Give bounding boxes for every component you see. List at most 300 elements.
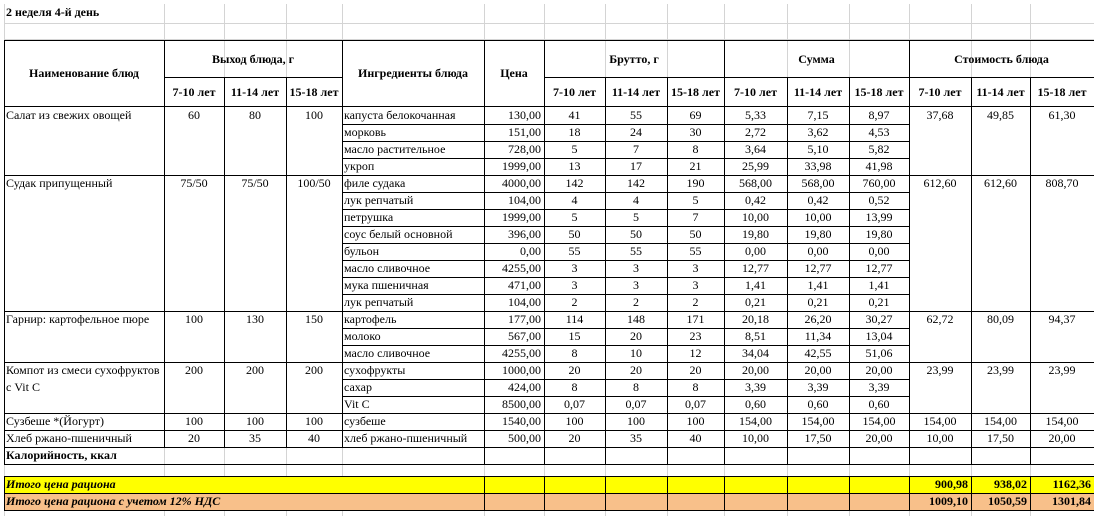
dish-cost[interactable]: 10,00 (926, 431, 954, 445)
dish-output[interactable]: 200 (185, 363, 203, 377)
grid-line (909, 362, 910, 413)
dish-name[interactable]: Гарнир: картофельное пюре (6, 312, 150, 326)
grid-line (4, 40, 1094, 41)
header-price[interactable]: Цена (500, 66, 528, 80)
ingredient-sum[interactable]: 51,06 (865, 346, 893, 360)
ingredient-sum[interactable]: 0,00 (807, 244, 829, 258)
ingredient-price[interactable]: 1000,00 (502, 363, 541, 377)
header-age-2[interactable]: 11-14 лет (230, 84, 280, 99)
ingredient-gross[interactable]: 5 (571, 142, 578, 156)
grid-line (286, 311, 287, 362)
sheet-title[interactable]: 2 неделя 4-й день (6, 5, 100, 19)
header-ingredients[interactable]: Ингредиенты блюда (357, 66, 468, 80)
ingredient-gross[interactable]: 23 (689, 329, 702, 343)
ingredient-gross[interactable]: 13 (568, 159, 581, 173)
dish-cost[interactable]: 154,00 (923, 414, 957, 428)
ingredient-sum[interactable]: 10,00 (742, 210, 769, 224)
ingredient-name[interactable]: капуста белокочанная (344, 108, 456, 122)
ingredient-sum[interactable]: 568,00 (801, 176, 835, 190)
grid-line (484, 362, 485, 413)
ingredient-gross[interactable]: 12 (689, 346, 702, 360)
ingredient-gross[interactable]: 148 (627, 312, 645, 326)
grid-line (224, 362, 225, 413)
grid-line (4, 362, 5, 413)
grid-line (342, 243, 909, 244)
ingredient-price[interactable]: 1540,00 (502, 414, 541, 428)
grid-line (164, 77, 342, 78)
grid-line (667, 413, 668, 430)
dish-output[interactable]: 150 (305, 312, 323, 326)
grid-line (849, 447, 850, 464)
grid-line (849, 362, 850, 413)
total-vat-value[interactable]: 1301,84 (1052, 494, 1091, 508)
dish-cost[interactable]: 154,00 (984, 414, 1017, 428)
grid-line (342, 311, 343, 362)
grid-line (909, 447, 910, 464)
header-age-1[interactable]: 7-10 лет (734, 84, 777, 99)
grid-line (342, 345, 909, 346)
ingredient-gross[interactable]: 100 (565, 414, 584, 428)
ingredient-sum[interactable]: 3,39 (868, 380, 890, 394)
ingredient-gross[interactable]: 55 (630, 244, 642, 258)
dish-output[interactable]: 100 (185, 312, 203, 326)
ingredient-price[interactable]: 1999,00 (502, 159, 541, 173)
grid-line (164, 430, 165, 447)
ingredient-sum[interactable]: 8,97 (868, 108, 890, 122)
ingredient-sum[interactable]: 25,99 (742, 159, 769, 173)
ingredient-gross[interactable]: 0,07 (564, 397, 585, 411)
ingredient-gross[interactable]: 171 (686, 312, 705, 326)
ingredient-price[interactable]: 8500,00 (502, 397, 541, 411)
header-cost[interactable]: Стоимость блюда (954, 51, 1049, 66)
ingredient-sum[interactable]: 154,00 (862, 414, 896, 428)
ingredient-sum[interactable]: 34,04 (742, 346, 769, 360)
dish-name[interactable]: Сузбеше *(Йогурт) (6, 414, 104, 428)
ingredient-price[interactable]: 4000,00 (502, 176, 541, 190)
grid-line (342, 158, 909, 159)
dish-cost[interactable]: 154,00 (1045, 414, 1079, 428)
ingredient-gross[interactable]: 8 (633, 380, 639, 394)
ingredient-sum[interactable]: 10,00 (804, 210, 832, 224)
ingredient-price[interactable]: 396,00 (508, 227, 541, 241)
ingredient-sum[interactable]: 19,80 (865, 227, 893, 241)
ingredient-name[interactable]: масло растительное (344, 142, 446, 156)
ingredient-sum[interactable]: 0,42 (745, 193, 766, 207)
ingredient-gross[interactable]: 21 (689, 159, 702, 173)
grid-line (4, 464, 1094, 465)
ingredient-gross[interactable]: 3 (692, 261, 699, 275)
ingredient-gross[interactable]: 50 (630, 227, 642, 241)
ingredient-name[interactable]: мука пшеничная (344, 278, 429, 292)
grid-line (787, 476, 788, 510)
grid-line (224, 77, 225, 106)
grid-line (342, 328, 909, 329)
ingredient-sum[interactable]: 4,53 (868, 125, 890, 139)
header-age-3[interactable]: 15-18 лет (671, 84, 720, 99)
header-age-3[interactable]: 15-18 лет (289, 84, 339, 99)
dish-cost[interactable]: 23,99 (987, 363, 1014, 377)
ingredient-sum[interactable]: 13,04 (865, 329, 893, 343)
dish-cost[interactable]: 612,60 (923, 176, 957, 190)
ingredient-gross[interactable]: 5 (633, 210, 639, 224)
ingredient-gross[interactable]: 24 (630, 125, 642, 139)
grid-line (849, 77, 850, 106)
ingredient-gross[interactable]: 114 (565, 312, 584, 326)
dish-output[interactable]: 130 (246, 312, 264, 326)
total-value[interactable]: 938,02 (994, 477, 1027, 491)
grid-line (724, 40, 725, 106)
header-age-2[interactable]: 11-14 лет (611, 84, 661, 99)
ingredient-sum[interactable]: 42,55 (804, 346, 832, 360)
dish-cost[interactable]: 94,37 (1048, 312, 1076, 326)
dish-output[interactable]: 200 (305, 363, 323, 377)
ingredient-gross[interactable]: 2 (692, 295, 699, 309)
ingredient-price[interactable]: 500,00 (508, 431, 541, 445)
grid-line (724, 311, 725, 362)
ingredient-gross[interactable]: 20 (568, 363, 581, 377)
dish-output[interactable]: 60 (188, 108, 200, 122)
dish-output[interactable]: 75/50 (180, 176, 208, 190)
ingredient-gross[interactable]: 100 (627, 414, 645, 428)
ingredient-gross[interactable]: 7 (633, 142, 639, 156)
ingredient-sum[interactable]: 1,41 (807, 278, 829, 292)
dish-output[interactable]: 20 (188, 431, 200, 445)
grid-line (164, 362, 165, 413)
ingredient-sum[interactable]: 1,41 (868, 278, 890, 292)
ingredient-price[interactable]: 424,00 (508, 380, 541, 394)
ingredient-price[interactable]: 471,00 (508, 278, 541, 292)
ingredient-gross[interactable]: 50 (689, 227, 702, 241)
ingredient-gross[interactable]: 41 (568, 108, 581, 122)
ingredient-price[interactable]: 0,00 (520, 244, 541, 258)
total-vat-label[interactable]: Итого цена рациона с учетом 12% НДС (6, 494, 221, 508)
ingredient-sum[interactable]: 3,64 (745, 142, 766, 156)
ingredient-gross[interactable]: 8 (571, 346, 578, 360)
header-age-2[interactable]: 11-14 лет (793, 84, 843, 99)
ingredient-sum[interactable]: 8,51 (745, 329, 766, 343)
ingredient-gross[interactable]: 69 (689, 108, 702, 122)
header-age-3[interactable]: 15-18 лет (1037, 84, 1087, 99)
grid-line (605, 77, 606, 106)
grid-line (342, 175, 343, 311)
ingredient-gross[interactable]: 3 (633, 278, 639, 292)
header-age-2[interactable]: 11-14 лет (976, 84, 1025, 99)
grid-line (224, 311, 225, 362)
ingredient-sum[interactable]: 19,80 (742, 227, 769, 241)
dish-output[interactable]: 200 (246, 363, 264, 377)
dish-name[interactable]: Салат из свежих овощей (6, 108, 132, 122)
ingredient-sum[interactable]: 17,50 (804, 431, 832, 445)
menu-table (4, 4, 1094, 516)
ingredient-gross[interactable]: 4 (633, 193, 639, 207)
ingredient-sum[interactable]: 20,00 (865, 431, 893, 445)
ingredient-price[interactable]: 104,00 (508, 295, 541, 309)
ingredient-gross[interactable]: 10 (630, 346, 642, 360)
ingredient-sum[interactable]: 13,99 (865, 210, 893, 224)
ingredient-sum[interactable]: 20,00 (804, 363, 832, 377)
dish-cost[interactable]: 49,85 (987, 108, 1014, 122)
calories-label[interactable]: Калорийность, ккал (6, 448, 117, 462)
ingredient-gross[interactable]: 55 (630, 108, 642, 122)
ingredient-sum[interactable]: 0,00 (745, 244, 766, 258)
ingredient-sum[interactable]: 154,00 (801, 414, 835, 428)
ingredient-gross[interactable]: 3 (633, 261, 639, 275)
header-age-1[interactable]: 7-10 лет (553, 84, 596, 99)
ingredient-sum[interactable]: 5,10 (807, 142, 829, 156)
total-value[interactable]: 900,98 (935, 477, 968, 491)
ingredient-sum[interactable]: 0,52 (868, 193, 890, 207)
ingredient-sum[interactable]: 3,39 (807, 380, 829, 394)
ingredient-gross[interactable]: 20 (568, 431, 581, 445)
ingredient-gross[interactable]: 8 (571, 380, 578, 394)
grid-line (605, 476, 606, 510)
ingredient-gross[interactable]: 0,07 (625, 397, 647, 411)
ingredient-sum[interactable]: 12,77 (865, 261, 893, 275)
header-age-1[interactable]: 7-10 лет (918, 84, 962, 99)
dish-output[interactable]: 100 (246, 414, 264, 428)
ingredient-sum[interactable]: 760,00 (862, 176, 896, 190)
grid-line (724, 447, 725, 464)
ingredient-sum[interactable]: 11,34 (804, 329, 832, 343)
dish-cost[interactable]: 37,68 (926, 108, 954, 122)
total-label[interactable]: Итого цена рациона (6, 477, 116, 491)
ingredient-name[interactable]: сухофрукты (344, 363, 406, 377)
ingredient-name[interactable]: соус белый основной (344, 227, 453, 241)
ingredient-gross[interactable]: 55 (689, 244, 702, 258)
ingredient-gross[interactable]: 40 (689, 431, 702, 445)
ingredient-gross[interactable]: 5 (692, 193, 699, 207)
dish-output[interactable]: 100 (185, 414, 203, 428)
grid-line (4, 413, 5, 430)
ingredient-sum[interactable]: 3,39 (745, 380, 766, 394)
ingredient-price[interactable]: 177,00 (508, 312, 541, 326)
ingredient-sum[interactable]: 0,21 (745, 295, 766, 309)
grid-line (787, 430, 788, 447)
total-vat-value[interactable]: 1050,59 (988, 494, 1027, 508)
grid-line (1030, 447, 1031, 464)
ingredient-sum[interactable]: 12,77 (804, 261, 832, 275)
ingredient-price[interactable]: 104,00 (508, 193, 541, 207)
dish-output[interactable]: 75/50 (241, 176, 269, 190)
dish-cost[interactable]: 62,72 (926, 312, 954, 326)
grid-line (667, 362, 668, 413)
dish-cost[interactable]: 17,50 (987, 431, 1014, 445)
grid-line (4, 430, 5, 447)
ingredient-sum[interactable]: 19,80 (804, 227, 832, 241)
ingredient-sum[interactable]: 5,82 (868, 142, 890, 156)
ingredient-gross[interactable]: 17 (630, 159, 642, 173)
ingredient-name[interactable]: петрушка (344, 210, 394, 224)
dish-output[interactable]: 100/50 (297, 176, 331, 190)
grid-line (971, 77, 972, 106)
grid-line (971, 175, 972, 311)
header-gross[interactable]: Брутто, г (609, 51, 659, 66)
grid-line (164, 107, 165, 175)
grid-line (286, 413, 287, 430)
ingredient-gross[interactable]: 20 (630, 363, 642, 377)
ingredient-gross[interactable]: 100 (686, 414, 705, 428)
grid-line (342, 141, 909, 142)
grid-line (342, 192, 909, 193)
ingredient-sum[interactable]: 2,72 (745, 125, 766, 139)
header-sum[interactable]: Сумма (798, 51, 835, 66)
ingredient-sum[interactable]: 3,62 (807, 125, 829, 139)
ingredient-gross[interactable]: 55 (568, 244, 581, 258)
header-age-3[interactable]: 15-18 лет (854, 84, 904, 99)
grid-line (342, 226, 909, 227)
ingredient-sum[interactable]: 0,42 (807, 193, 829, 207)
ingredient-sum[interactable]: 5,33 (745, 108, 766, 122)
ingredient-price[interactable]: 4255,00 (502, 261, 541, 275)
grid-line (605, 311, 606, 362)
ingredient-sum[interactable]: 41,98 (865, 159, 893, 173)
total-vat-value[interactable]: 1009,10 (929, 494, 968, 508)
dish-cost[interactable]: 61,30 (1048, 108, 1076, 122)
ingredient-gross[interactable]: 2 (571, 295, 578, 309)
ingredient-name[interactable]: картофель (344, 312, 397, 326)
dish-output[interactable]: 100 (305, 414, 323, 428)
grid-line (4, 476, 5, 510)
ingredient-sum[interactable]: 0,60 (868, 397, 890, 411)
ingredient-gross[interactable]: 30 (689, 125, 702, 139)
dish-name[interactable]: Компот из смеси сухофруктов с Vit C (6, 363, 160, 394)
ingredient-gross[interactable]: 142 (627, 176, 645, 190)
grid-line (342, 362, 343, 413)
grid-line (484, 107, 485, 175)
ingredient-sum[interactable]: 12,77 (742, 261, 769, 275)
dish-name[interactable]: Судак припущенный (6, 176, 113, 190)
ingredient-name[interactable]: масло сливочное (344, 261, 431, 275)
ingredient-name[interactable]: лук репчатый (344, 193, 414, 207)
ingredient-sum[interactable]: 1,41 (745, 278, 766, 292)
ingredient-price[interactable]: 151,00 (508, 125, 541, 139)
ingredient-gross[interactable]: 7 (692, 210, 699, 224)
header-output[interactable]: Выход блюда, г (211, 51, 295, 66)
ingredient-name[interactable]: хлеб ржано-пшеничный (344, 431, 468, 445)
ingredient-name[interactable]: лук репчатый (344, 295, 414, 309)
grid-line (667, 175, 668, 311)
total-value[interactable]: 1162,36 (1052, 477, 1091, 491)
ingredient-name[interactable]: филе судака (344, 176, 406, 190)
grid-line (1030, 107, 1031, 175)
dish-output[interactable]: 35 (249, 431, 261, 445)
ingredient-sum[interactable]: 20,18 (742, 312, 769, 326)
ingredient-gross[interactable]: 20 (630, 329, 642, 343)
ingredient-gross[interactable]: 35 (630, 431, 642, 445)
dish-output[interactable]: 80 (249, 108, 261, 122)
dish-cost[interactable]: 20,00 (1048, 431, 1076, 445)
ingredient-sum[interactable]: 10,00 (742, 431, 769, 445)
grid-line (544, 476, 545, 510)
grid-line (1030, 476, 1031, 510)
ingredient-sum[interactable]: 0,21 (868, 295, 890, 309)
ingredient-sum[interactable]: 154,00 (739, 414, 772, 428)
ingredient-price[interactable]: 4255,00 (502, 346, 541, 360)
grid-line (484, 413, 485, 430)
ingredient-price[interactable]: 728,00 (508, 142, 541, 156)
grid-line (849, 107, 850, 175)
ingredient-sum[interactable]: 30,27 (865, 312, 893, 326)
grid-line (971, 311, 972, 362)
header-age-1[interactable]: 7-10 лет (172, 84, 216, 99)
ingredient-gross[interactable]: 3 (571, 278, 578, 292)
ingredient-sum[interactable]: 0,60 (745, 397, 766, 411)
grid-line (164, 413, 165, 430)
ingredient-name[interactable]: сузбеше (344, 414, 386, 428)
ingredient-name[interactable]: сахар (344, 380, 372, 394)
dish-name[interactable]: Хлеб ржано-пшеничный (6, 431, 132, 445)
dish-cost[interactable]: 23,99 (926, 363, 954, 377)
dish-cost[interactable]: 612,60 (984, 176, 1017, 190)
ingredient-sum[interactable]: 0,21 (807, 295, 829, 309)
ingredient-gross[interactable]: 4 (571, 193, 578, 207)
ingredient-price[interactable]: 1999,00 (502, 210, 541, 224)
dish-cost[interactable]: 80,09 (987, 312, 1014, 326)
ingredient-gross[interactable]: 0,07 (685, 397, 706, 411)
grid-line (971, 413, 972, 430)
grid-line (849, 430, 850, 447)
ingredient-name[interactable]: бульон (344, 244, 380, 258)
dish-output[interactable]: 100 (305, 108, 323, 122)
ingredient-gross[interactable]: 142 (565, 176, 584, 190)
ingredient-name[interactable]: масло сливочное (344, 346, 431, 360)
grid-line (909, 40, 910, 106)
ingredient-gross[interactable]: 5 (571, 210, 578, 224)
ingredient-gross[interactable]: 8 (692, 380, 699, 394)
ingredient-gross[interactable]: 8 (692, 142, 699, 156)
grid-line (667, 476, 668, 510)
ingredient-sum[interactable]: 20,00 (742, 363, 769, 377)
ingredient-name[interactable]: молоко (344, 329, 381, 343)
ingredient-sum[interactable]: 26,20 (804, 312, 832, 326)
dish-cost[interactable]: 808,70 (1045, 176, 1079, 190)
ingredient-gross[interactable]: 3 (692, 278, 699, 292)
grid-line (909, 175, 910, 311)
header-dish-name[interactable]: Наименование блюд (29, 66, 139, 80)
ingredient-gross[interactable]: 50 (568, 227, 581, 241)
grid-line (787, 175, 788, 311)
ingredient-sum[interactable]: 0,60 (807, 397, 829, 411)
ingredient-sum[interactable]: 33,98 (804, 159, 832, 173)
ingredient-gross[interactable]: 15 (568, 329, 581, 343)
ingredient-sum[interactable]: 7,15 (807, 108, 829, 122)
grid-line (724, 430, 725, 447)
ingredient-name[interactable]: Vit C (344, 397, 370, 411)
grid-line (484, 476, 485, 510)
ingredient-sum[interactable]: 568,00 (739, 176, 772, 190)
ingredient-name[interactable]: морковь (344, 125, 386, 139)
grid-line (484, 447, 485, 464)
ingredient-name[interactable]: укроп (344, 159, 375, 173)
grid-line (971, 362, 972, 413)
ingredient-gross[interactable]: 18 (568, 125, 581, 139)
grid-line (342, 430, 343, 447)
ingredient-gross[interactable]: 2 (633, 295, 639, 309)
dish-output[interactable]: 40 (308, 431, 320, 445)
grid-line (787, 107, 788, 175)
ingredient-sum[interactable]: 0,00 (868, 244, 890, 258)
ingredient-price[interactable]: 130,00 (508, 108, 541, 122)
ingredient-gross[interactable]: 190 (686, 176, 705, 190)
grid-line (4, 107, 5, 175)
ingredient-price[interactable]: 567,00 (508, 329, 541, 343)
ingredient-gross[interactable]: 20 (689, 363, 702, 377)
ingredient-sum[interactable]: 20,00 (865, 363, 893, 377)
grid-line (667, 107, 668, 175)
grid-line (164, 175, 165, 311)
ingredient-gross[interactable]: 3 (571, 261, 578, 275)
dish-cost[interactable]: 23,99 (1048, 363, 1076, 377)
